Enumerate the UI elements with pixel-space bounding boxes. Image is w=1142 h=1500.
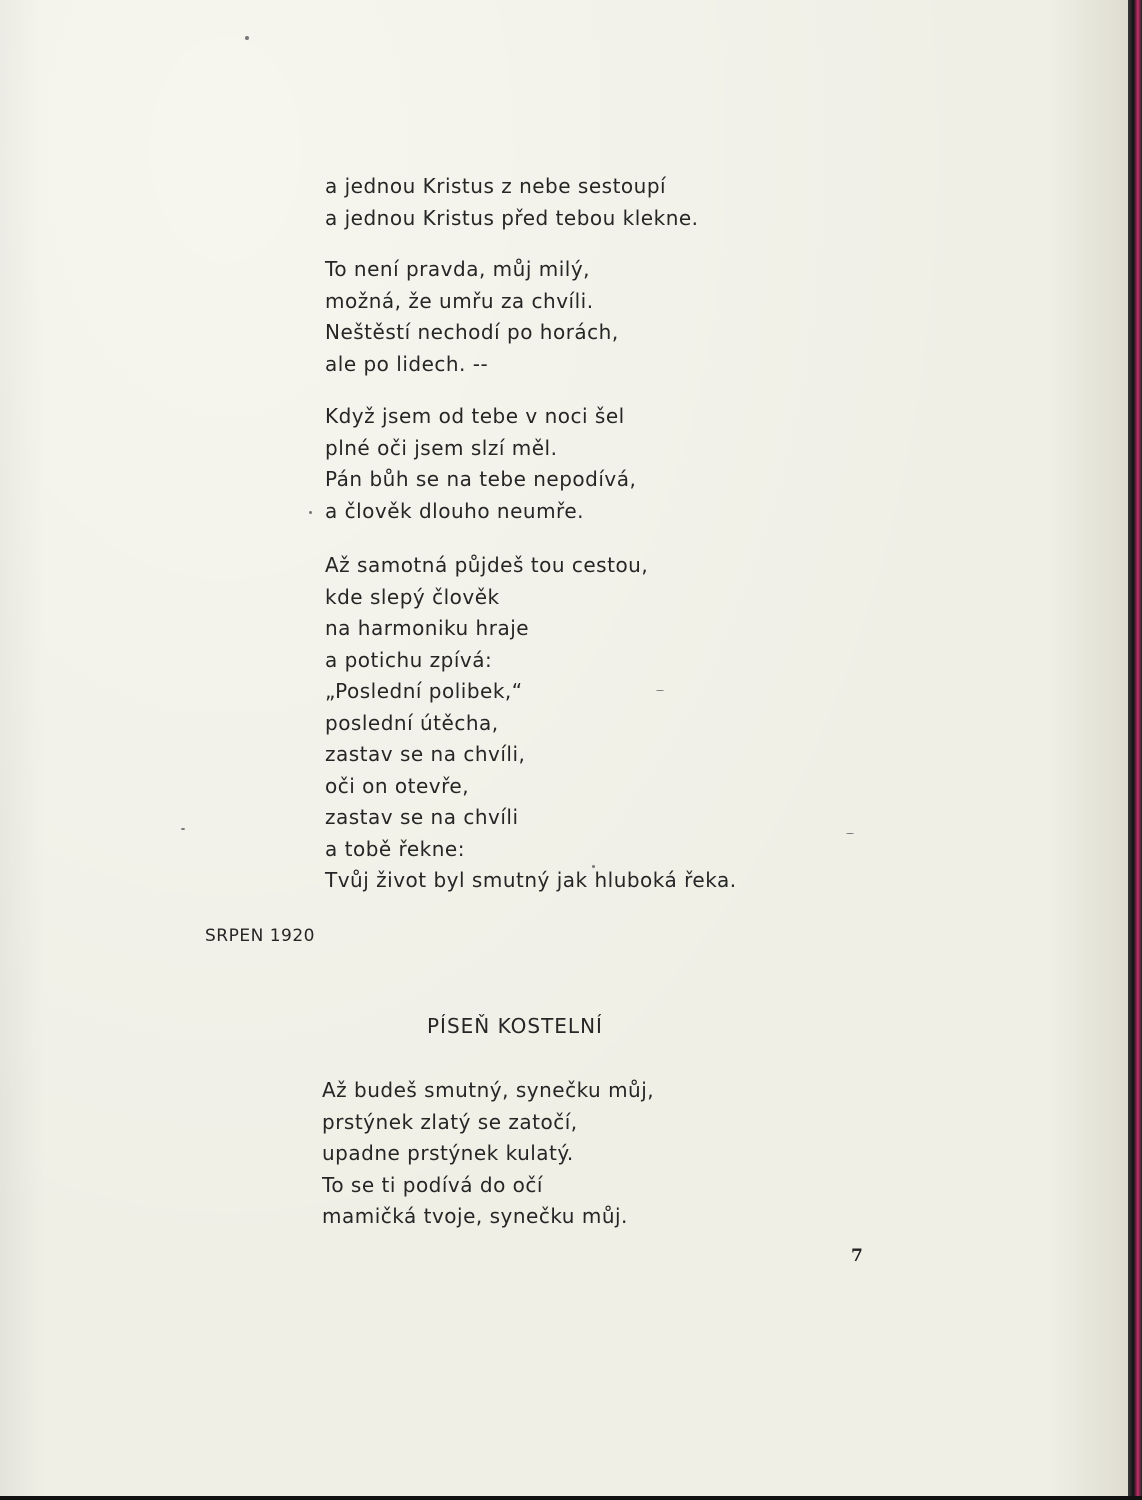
poem-line: oči on otevře, bbox=[325, 773, 470, 798]
poem-line: Až samotná půjdeš tou cestou, bbox=[325, 553, 649, 577]
poem-line: a jednou Kristus před tebou klekne. bbox=[325, 205, 699, 230]
poem-line: kde slepý člověk bbox=[325, 584, 500, 609]
poem-line: Tvůj život byl smutný jak hluboká řeka. bbox=[325, 868, 737, 892]
poem-line: a člověk dlouho neumře. bbox=[325, 498, 584, 523]
poem1-stanza-4 bbox=[325, 550, 737, 897]
paper-speck bbox=[309, 511, 312, 514]
poem-line: Neštěstí nechodí po horách, bbox=[325, 320, 619, 344]
poem-line: Když jsem od tebe v noci šel bbox=[325, 404, 625, 428]
poem1-stanza-2 bbox=[325, 254, 619, 380]
poem1-stanza-1 bbox=[325, 171, 699, 234]
paper-speck bbox=[656, 690, 664, 691]
page-edge bbox=[1128, 0, 1142, 1500]
poem-line: ale po lidech. -- bbox=[325, 351, 489, 376]
paper-speck bbox=[592, 865, 595, 868]
paper-speck bbox=[245, 36, 249, 40]
poem-line: prstýnek zlatý se zatočí, bbox=[322, 1109, 578, 1134]
poem-line: plné oči jsem slzí měl. bbox=[325, 435, 558, 460]
poem-line: upadne prstýnek kulatý. bbox=[322, 1141, 574, 1165]
paper-speck bbox=[846, 833, 854, 834]
poem-line: mamičká tvoje, synečku můj. bbox=[322, 1204, 628, 1228]
poem-line: Až budeš smutný, synečku můj, bbox=[322, 1078, 655, 1102]
poem-line: To se ti podívá do očí bbox=[322, 1172, 543, 1197]
poem-line: možná, že umřu za chvíli. bbox=[325, 288, 594, 313]
poem-line: To není pravda, můj milý, bbox=[325, 257, 591, 281]
paper-speck bbox=[181, 828, 185, 830]
poem1-stanza-3 bbox=[325, 401, 636, 527]
poem-line: poslední útěcha, bbox=[325, 710, 499, 735]
poem-line: a potichu zpívá: bbox=[325, 647, 493, 672]
poem-line: a tobě řekne: bbox=[325, 836, 465, 861]
poem-date: SRPEN 1920 bbox=[205, 926, 315, 946]
page-edge bbox=[0, 1496, 1142, 1500]
poem-line: zastav se na chvíli, bbox=[325, 742, 526, 766]
poem-line: a jednou Kristus z nebe sestoupí bbox=[325, 174, 667, 198]
page-number: 7 bbox=[851, 1246, 863, 1266]
poem2-stanza-1 bbox=[322, 1075, 654, 1233]
poem-line: „Poslední polibek,“ bbox=[325, 679, 523, 703]
poem-title: PÍSEŇ KOSTELNÍ bbox=[427, 1014, 603, 1038]
poem-line: na harmoniku hraje bbox=[325, 616, 530, 640]
poem-line: Pán bůh se na tebe nepodívá, bbox=[325, 467, 637, 491]
poem-line: zastav se na chvíli bbox=[325, 805, 519, 829]
